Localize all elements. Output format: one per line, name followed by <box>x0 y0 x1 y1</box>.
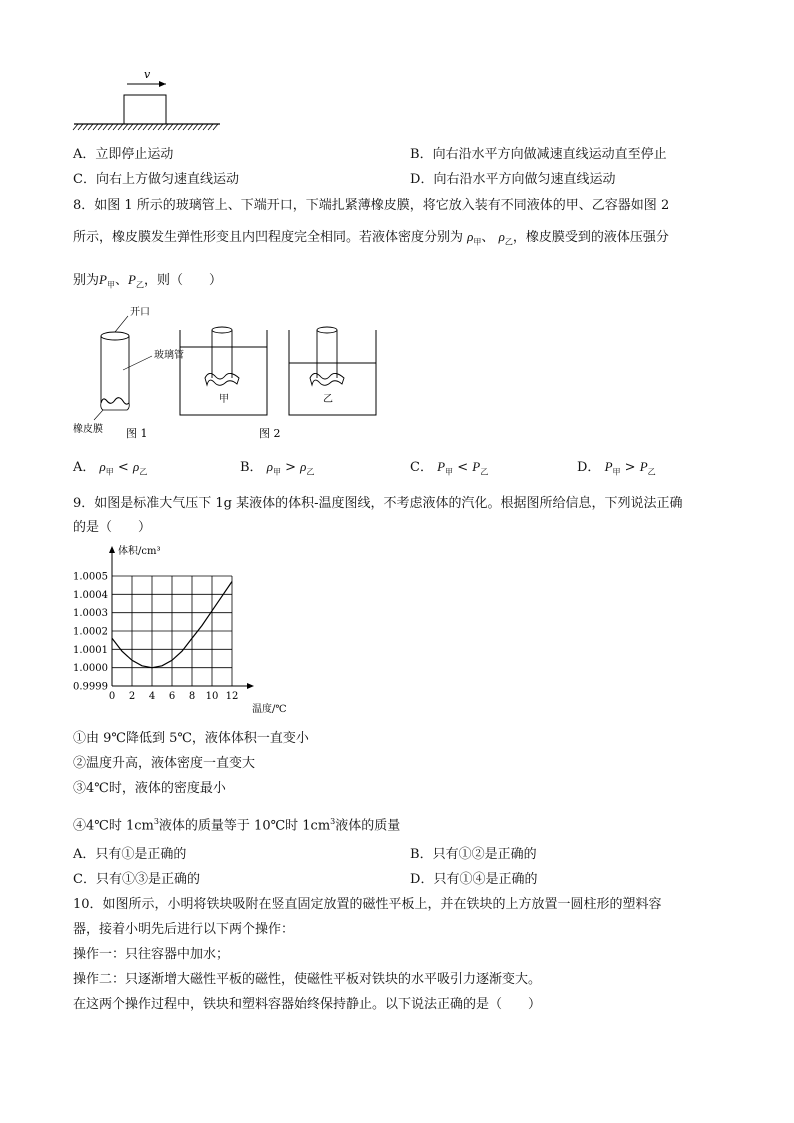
ground-hatch <box>133 124 138 130</box>
q10-line5: 在这两个操作过程中，铁块和塑料容器始终保持静止。以下说法正确的是（ ） <box>73 997 542 1012</box>
ground-hatch <box>193 124 198 130</box>
chart-x-tick-label: 12 <box>225 691 239 702</box>
q9-option-a: A．只有①是正确的 <box>73 847 187 862</box>
q7-option-a: A．立即停止运动 <box>73 147 174 162</box>
q8-option-b: B． $\rho_甲 > \rho_乙$ <box>240 459 315 477</box>
chart-y-tick-label: 1.0004 <box>73 589 108 601</box>
container-jia-label: 甲 <box>219 394 229 405</box>
q9-option-c: C．只有①③是正确的 <box>73 872 200 887</box>
q9-statement-1: ①由 9℃降低到 5℃，液体体积一直变小 <box>73 731 309 746</box>
ground-hatch <box>98 124 103 130</box>
ground-hatch <box>163 124 168 130</box>
container-yi-label: 乙 <box>323 394 333 405</box>
ground-hatch <box>153 124 158 130</box>
q8-option-a: A． $\rho_甲 < \rho_乙$ <box>73 459 148 477</box>
q9-option-d: D．只有①④是正确的 <box>410 872 538 887</box>
ground-hatch <box>78 124 83 130</box>
q8-figure <box>70 300 390 445</box>
q9-volume-temperature-chart <box>62 540 302 720</box>
ground-hatch <box>143 124 148 130</box>
label-tube: 玻璃管 <box>154 350 184 361</box>
ground-hatch <box>178 124 183 130</box>
q7-figure <box>70 62 230 132</box>
chart-x-tick-label: 10 <box>205 691 219 702</box>
q7-option-c: C．向右上方做匀速直线运动 <box>73 172 239 187</box>
label-open: 开口 <box>130 307 150 318</box>
ground-hatch <box>103 124 108 130</box>
q10-line2: 器，接着小明先后进行以下两个操作： <box>73 922 295 937</box>
ground-hatch <box>88 124 93 130</box>
chart-ylabel: 体积/cm³ <box>118 546 161 557</box>
chart-y-tick-label: 0.9999 <box>73 681 108 693</box>
q7-option-b: B．向右沿水平方向做减速直线运动直至停止 <box>410 147 667 162</box>
ground-hatch <box>168 124 173 130</box>
velocity-label: v <box>144 68 151 81</box>
ground-hatch <box>83 124 88 130</box>
chart-y-tick-label: 1.0000 <box>73 663 108 675</box>
q9-line2: 的是（ ） <box>73 520 152 535</box>
ground-hatch <box>173 124 178 130</box>
ground-hatch <box>123 124 128 130</box>
q7-option-d: D．向右沿水平方向做匀速直线运动 <box>410 172 616 187</box>
chart-y-tick-label: 1.0003 <box>73 608 108 620</box>
q9-statement-4: ④4℃时 $1cm^3$液体的质量等于 10℃时 $1cm^3$液体的质量 <box>73 817 401 834</box>
ground-hatch <box>148 124 153 130</box>
q8-line2: 所示，橡皮膜发生弹性形变且内凹程度完全相同。若液体密度分别为 $\rho_甲$、 $\rho_乙$，橡皮膜受到的液体压强分 <box>73 229 669 247</box>
chart-y-tick-label: 1.0001 <box>73 644 108 656</box>
fig2-caption: 图 2 <box>259 427 281 440</box>
chart-x-tick-label: 2 <box>128 691 136 702</box>
ground-hatch <box>108 124 113 130</box>
q8-option-c: C． $P_甲 < P_乙$ <box>410 459 489 477</box>
chart-y-tick-label: 1.0002 <box>73 626 108 638</box>
chart-y-tick-label: 1.0005 <box>73 571 108 583</box>
fig1-caption: 图 1 <box>126 427 148 440</box>
ground-hatch <box>188 124 193 130</box>
q9-statement-3: ③4℃时，液体的密度最小 <box>73 781 226 796</box>
chart-x-tick-label: 4 <box>148 691 156 702</box>
q9-line1: 9．如图是标准大气压下 1g 某液体的体积-温度图线，不考虑液体的汽化。根据图所给信息，下列说法正确 <box>73 496 683 511</box>
ground-hatch <box>118 124 123 130</box>
ground-hatch <box>158 124 163 130</box>
ground-hatch <box>183 124 188 130</box>
ground-hatch <box>93 124 98 130</box>
q10-line1: 10．如图所示，小明将铁块吸附在竖直固定放置的磁性平板上，并在铁块的上方放置一圆柱形的塑料容 <box>73 897 662 912</box>
ground-hatch <box>213 124 218 130</box>
q10-line4: 操作二：只逐渐增大磁性平板的磁性，使磁性平板对铁块的水平吸引力逐渐变大。 <box>73 972 542 987</box>
q8-option-d: D． $P_甲 > P_乙$ <box>577 459 656 477</box>
ground-hatch <box>73 124 78 130</box>
chart-x-axis-arrow <box>247 683 254 689</box>
chart-x-tick-label: 6 <box>168 691 176 702</box>
q8-line3: 别为$P_甲$、$P_乙$，则（ ） <box>73 272 222 290</box>
ground-hatch <box>138 124 143 130</box>
ground-hatch <box>198 124 203 130</box>
chart-x-tick-label: 0 <box>108 691 116 702</box>
q9-option-b: B．只有①②是正确的 <box>410 847 537 862</box>
label-membrane: 橡皮膜 <box>73 424 103 435</box>
chart-xlabel: 温度/℃ <box>252 704 287 715</box>
chart-x-tick-label: 8 <box>188 691 196 702</box>
chart-y-axis-arrow <box>109 546 115 553</box>
q9-statement-2: ②温度升高，液体密度一直变大 <box>73 756 256 771</box>
q8-line1: 8．如图 1 所示的玻璃管上、下端开口，下端扎紧薄橡皮膜，将它放入装有不同液体的甲、乙容器如图 2 <box>73 198 670 213</box>
ground-hatch <box>203 124 208 130</box>
ground-hatch <box>208 124 213 130</box>
ground-hatch <box>128 124 133 130</box>
q10-line3: 操作一：只往容器中加水； <box>73 947 230 962</box>
ground-hatch <box>113 124 118 130</box>
